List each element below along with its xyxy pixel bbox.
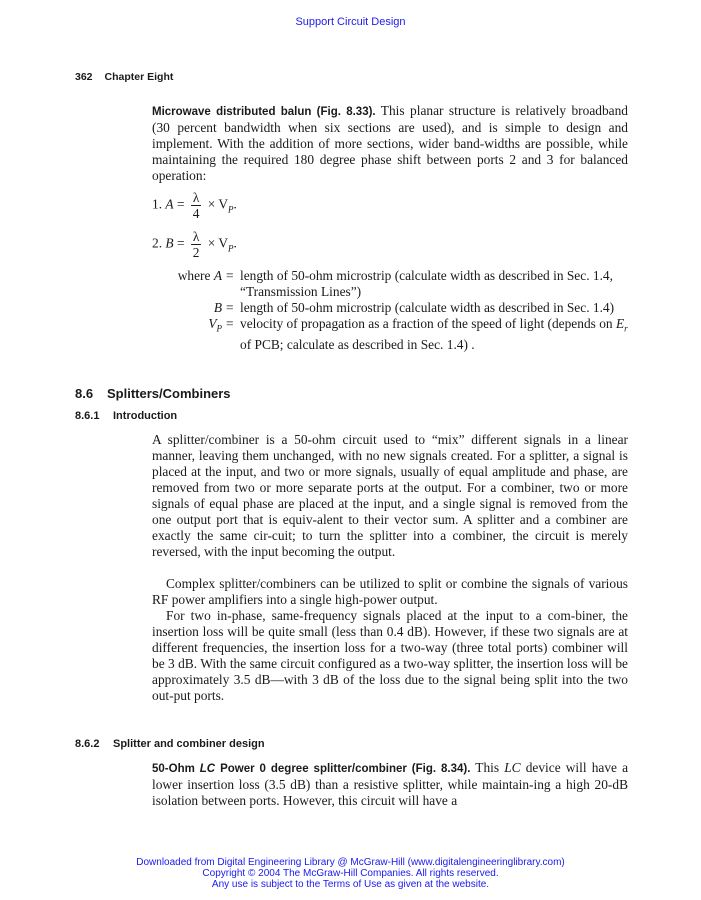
- fraction-numerator: λ: [192, 229, 200, 244]
- formula-var: A: [165, 196, 174, 212]
- section-8-6-1-heading: [75, 410, 177, 422]
- fraction: [191, 190, 202, 221]
- footer-download-link[interactable]: Downloaded from Digital Engineering Library @ McGraw-Hill (www.digitalengineeringlibrary.com): [136, 857, 565, 868]
- intro-paragraph-3: For two in-phase, same-frequency signals placed at the input to a com-biner, the insertion loss will be quite small (less than 0.4 dB). However, if these two signals are at different frequencies, the insertion loss for a two-way (three total ports) combiner will be 3 dB. With the same circuit configured as a two-way splitter, the insertion loss will be approximately 3.5 dB—with 3 dB of the loss due to the signal being split into the two out-put ports.: [152, 608, 628, 703]
- balun-paragraph: [152, 103, 628, 184]
- intro-paragraph-1: A splitter/combiner is a 50-ohm circuit used to “mix” different signals in a linear manner, leaving them unchanged, with no new signals created. For a splitter, a signal is placed at the input, and two or more signals, usually of equal amplitude and phase, are removed from two or more separate ports at the output. For a combiner, two or more signals of equal phase are placed at the input, and a single signal is removed from the one output port that is equiv-alent to their vector sum. A splitter and a combiner are exactly the same cir-cuit; to turn the splitter into a combiner, the circuit is merely reversed, with the input becoming the output.: [152, 432, 628, 559]
- section-8-6-heading: [75, 386, 231, 401]
- balun-text: This planar structure is relatively broadband (30 percent bandwidth when six sections are used), and is simple to design and implement. With the addition of more sections, wider band-widths are possible, while maintaining the required 180 degree phase shift between ports 2 and 3 for balanced operation:: [152, 103, 629, 183]
- lc-text-italic: LC: [504, 760, 521, 775]
- formula-label: 2.: [152, 235, 163, 251]
- definition-desc: length of 50-ohm microstrip (calculate width as described in Sec. 1.4): [240, 300, 615, 315]
- definition-vp: [152, 316, 628, 353]
- lc-lead-part: Power 0 degree splitter/combiner (Fig. 8.34).: [215, 763, 471, 775]
- section-title: Splitter and combiner design: [113, 738, 265, 750]
- definition-term: [152, 268, 226, 300]
- lc-text-part: device will have a lower insertion loss (3.5 dB) than a resistive splitter, while maintain-ing a high 20-dB isolation between ports. However, this circuit will have a: [152, 760, 629, 808]
- definition-term-var: A: [213, 268, 222, 283]
- formula-sub: P: [228, 204, 234, 215]
- definition-b: [152, 300, 628, 316]
- formula-2: 2. B = $\frac{\lambda}{2}$ × $V_P$.: [152, 229, 237, 260]
- formula-label: 1.: [152, 196, 163, 212]
- formula-var: B: [165, 235, 174, 251]
- section-8-6-2-heading: [75, 738, 265, 750]
- section-number: 8.6: [75, 386, 94, 401]
- formula-1: 1. A = $\frac{\lambda}{4}$ × $V_P$.: [152, 190, 237, 221]
- definition-term-var: V: [208, 316, 217, 331]
- definition-desc-sub: r: [624, 323, 628, 334]
- footer-copyright: Copyright © 2004 The McGraw-Hill Companies. All rights reserved.: [202, 868, 499, 879]
- definition-term: B: [213, 300, 222, 315]
- fraction-denominator: 4: [192, 206, 200, 221]
- lc-lead-part: 50-Ohm: [152, 763, 200, 775]
- definition-desc-part: velocity of propagation as a fraction of the speed of light (depends on: [240, 316, 616, 331]
- formula-sub: P: [228, 243, 234, 254]
- definition-eq: =: [226, 300, 234, 315]
- definition-desc-var: E: [615, 316, 625, 331]
- section-title: Splitters/Combiners: [107, 386, 231, 401]
- fraction-denominator: 2: [192, 245, 200, 260]
- definition-eq: =: [226, 268, 234, 283]
- definition-desc: length of 50-ohm microstrip (calculate width as described in Sec. 1.4, “Transmission Lines”): [240, 268, 613, 299]
- definition-desc: [240, 316, 628, 353]
- balun-lead: Microwave distributed balun (Fig. 8.33).: [152, 106, 376, 118]
- fraction-numerator: λ: [192, 190, 200, 205]
- formula-tail: × V: [207, 196, 229, 212]
- page-footer: [0, 857, 701, 890]
- lc-paragraph: [152, 760, 628, 809]
- definition-term-sub: P: [216, 323, 222, 334]
- formula-tail: × V: [207, 235, 229, 251]
- definition-term: [152, 316, 226, 353]
- definition-desc-part: of PCB; calculate as described in Sec. 1.4) .: [240, 336, 475, 352]
- chapter-label: Chapter Eight: [104, 71, 174, 83]
- definition-a: [152, 268, 628, 300]
- definition-eq: =: [226, 316, 234, 331]
- section-number: 8.6.1: [75, 410, 100, 422]
- page-header-title[interactable]: Support Circuit Design: [295, 16, 406, 28]
- section-number: 8.6.2: [75, 738, 100, 750]
- definitions-list: [152, 268, 628, 353]
- lc-text-part: This: [470, 760, 505, 775]
- footer-terms-link[interactable]: Any use is subject to the Terms of Use as given at the website.: [211, 879, 490, 890]
- running-head: [75, 71, 173, 83]
- formula-end: .: [233, 235, 237, 251]
- fraction: [191, 229, 202, 260]
- intro-paragraph-2: Complex splitter/combiners can be utilized to split or combine the signals of various RF power amplifiers into a single high-power output.: [152, 576, 628, 607]
- page-number: 362: [75, 71, 93, 83]
- definition-prefix: where: [177, 268, 211, 283]
- section-title: Introduction: [113, 410, 178, 422]
- formula-end: .: [233, 196, 237, 212]
- lc-lead-italic: LC: [199, 763, 216, 775]
- lc-lead: [152, 763, 470, 775]
